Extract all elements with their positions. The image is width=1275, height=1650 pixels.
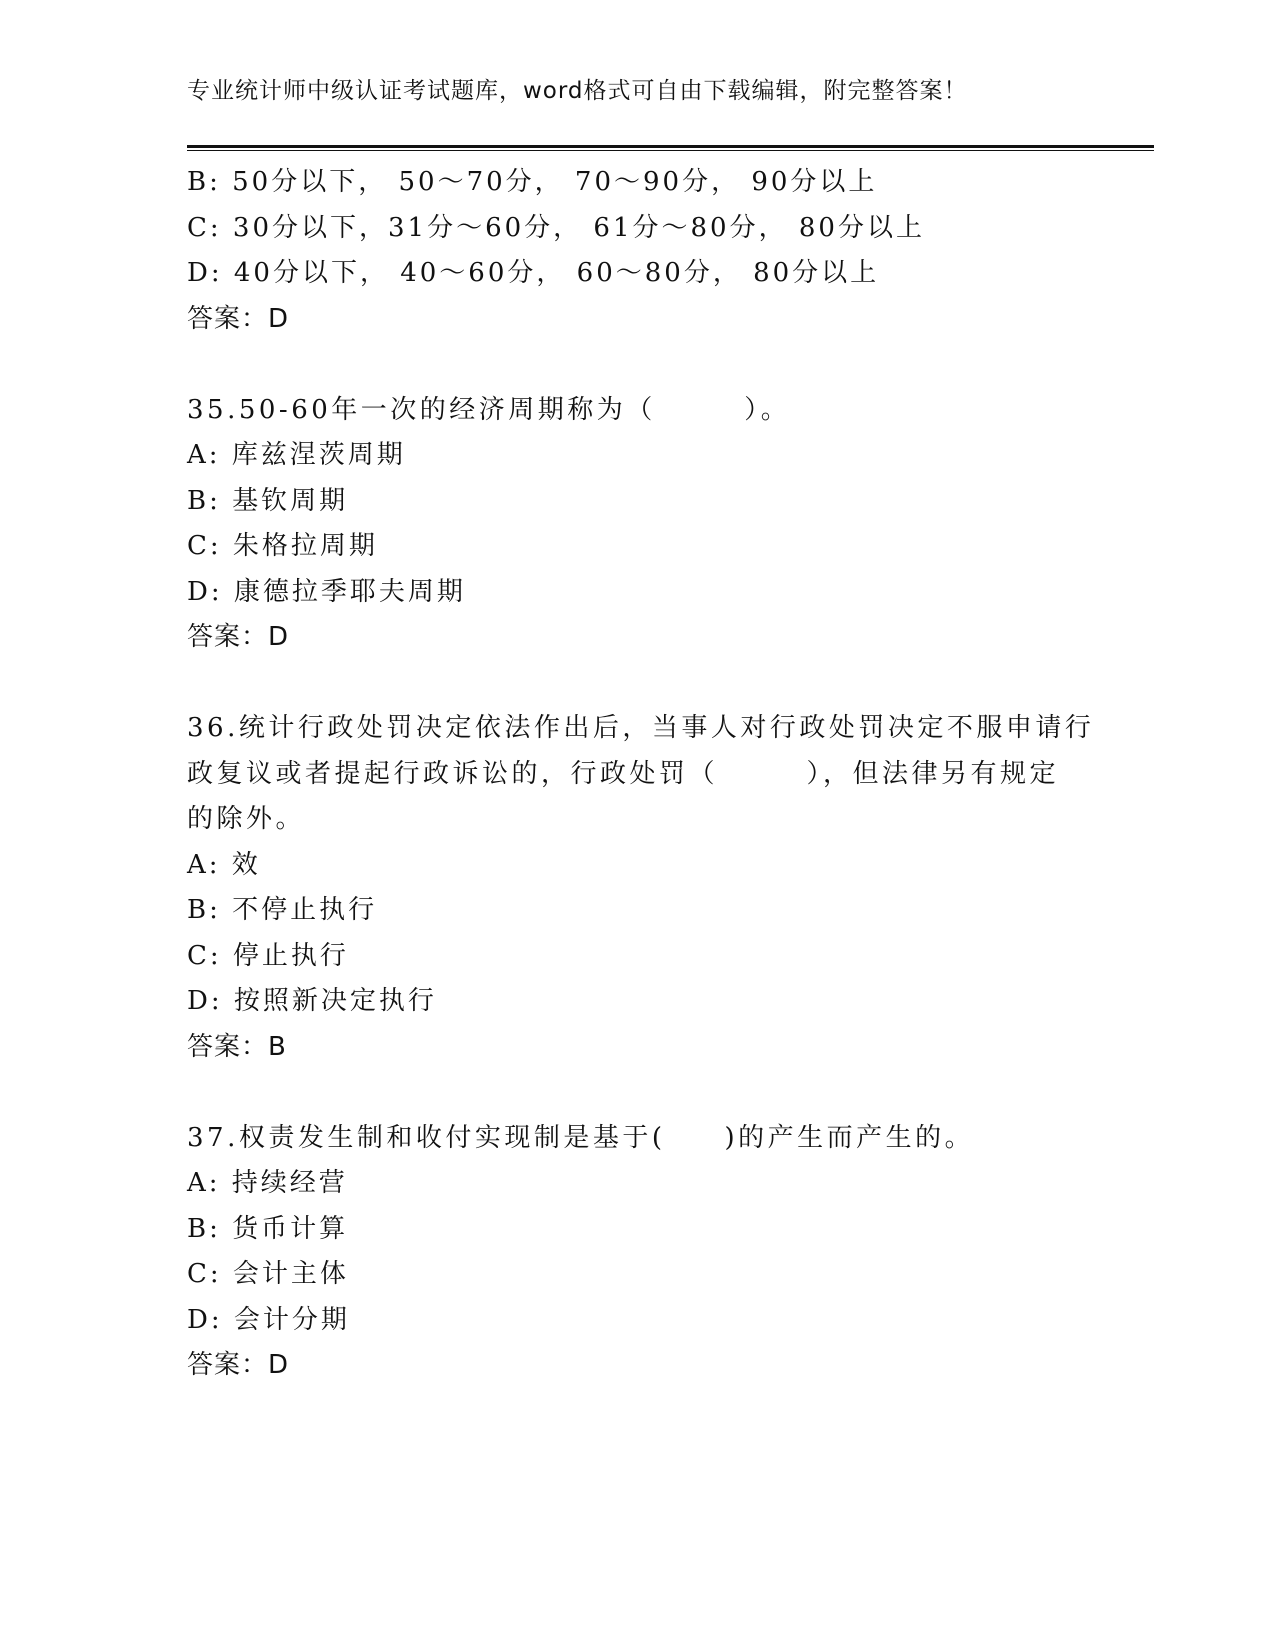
option-d: D: 40分以下， 40～60分， 60～80分， 80分以上 [187, 258, 880, 288]
answer: 答案：D [187, 303, 290, 334]
answer: 答案：D [187, 622, 290, 652]
answer: 答案：D [187, 1350, 290, 1380]
question-stem: 37.权责发生制和收付实现制是基于( )的产生而产生的。 [187, 1122, 975, 1153]
header-rule-thin [187, 150, 1154, 151]
option-d: D: 会计分期 [187, 1304, 350, 1335]
option-a: A: 持续经营 [187, 1168, 348, 1198]
option-d: D: 按照新决定执行 [187, 986, 437, 1016]
answer: 答案：B [187, 1031, 287, 1062]
option-b: B: 货币计算 [187, 1213, 349, 1244]
option-c: C: 会计主体 [187, 1259, 349, 1289]
option-a: A: 库兹涅茨周期 [187, 440, 406, 470]
option-c: C: 朱格拉周期 [187, 531, 378, 561]
question-stem-line-3: 的除外。 [187, 804, 306, 834]
header-rule-thick [187, 145, 1154, 148]
option-c: C: 30分以下，31分～60分， 61分～80分， 80分以上 [187, 212, 925, 243]
question-stem: 35.50-60年一次的经济周期称为（ ）。 [187, 394, 791, 425]
question-37 [187, 1116, 1087, 1389]
option-b: B: 基钦周期 [187, 485, 349, 516]
page-header: 专业统计师中级认证考试题库，word格式可自由下载编辑，附完整答案！ [187, 78, 968, 104]
spacer [187, 342, 1087, 388]
question-stem-line-1: 36.统计行政处罚决定依法作出后，当事人对行政处罚决定不服申请行 [187, 713, 1095, 743]
question-35 [187, 388, 1087, 661]
question-34-tail [187, 160, 1087, 342]
option-c: C: 停止执行 [187, 940, 349, 971]
option-b: B: 50分以下， 50～70分， 70～90分， 90分以上 [187, 167, 878, 197]
option-b: B: 不停止执行 [187, 895, 378, 925]
spacer [187, 661, 1087, 707]
option-d: D: 康德拉季耶夫周期 [187, 576, 466, 607]
question-stem-line-2: 政复议或者提起行政诉讼的，行政处罚（ ），但法律另有规定 [187, 758, 1060, 789]
question-content [187, 160, 1095, 1389]
option-a: A: 效 [187, 849, 261, 880]
question-36 [187, 706, 1095, 1070]
spacer [187, 1070, 1087, 1116]
